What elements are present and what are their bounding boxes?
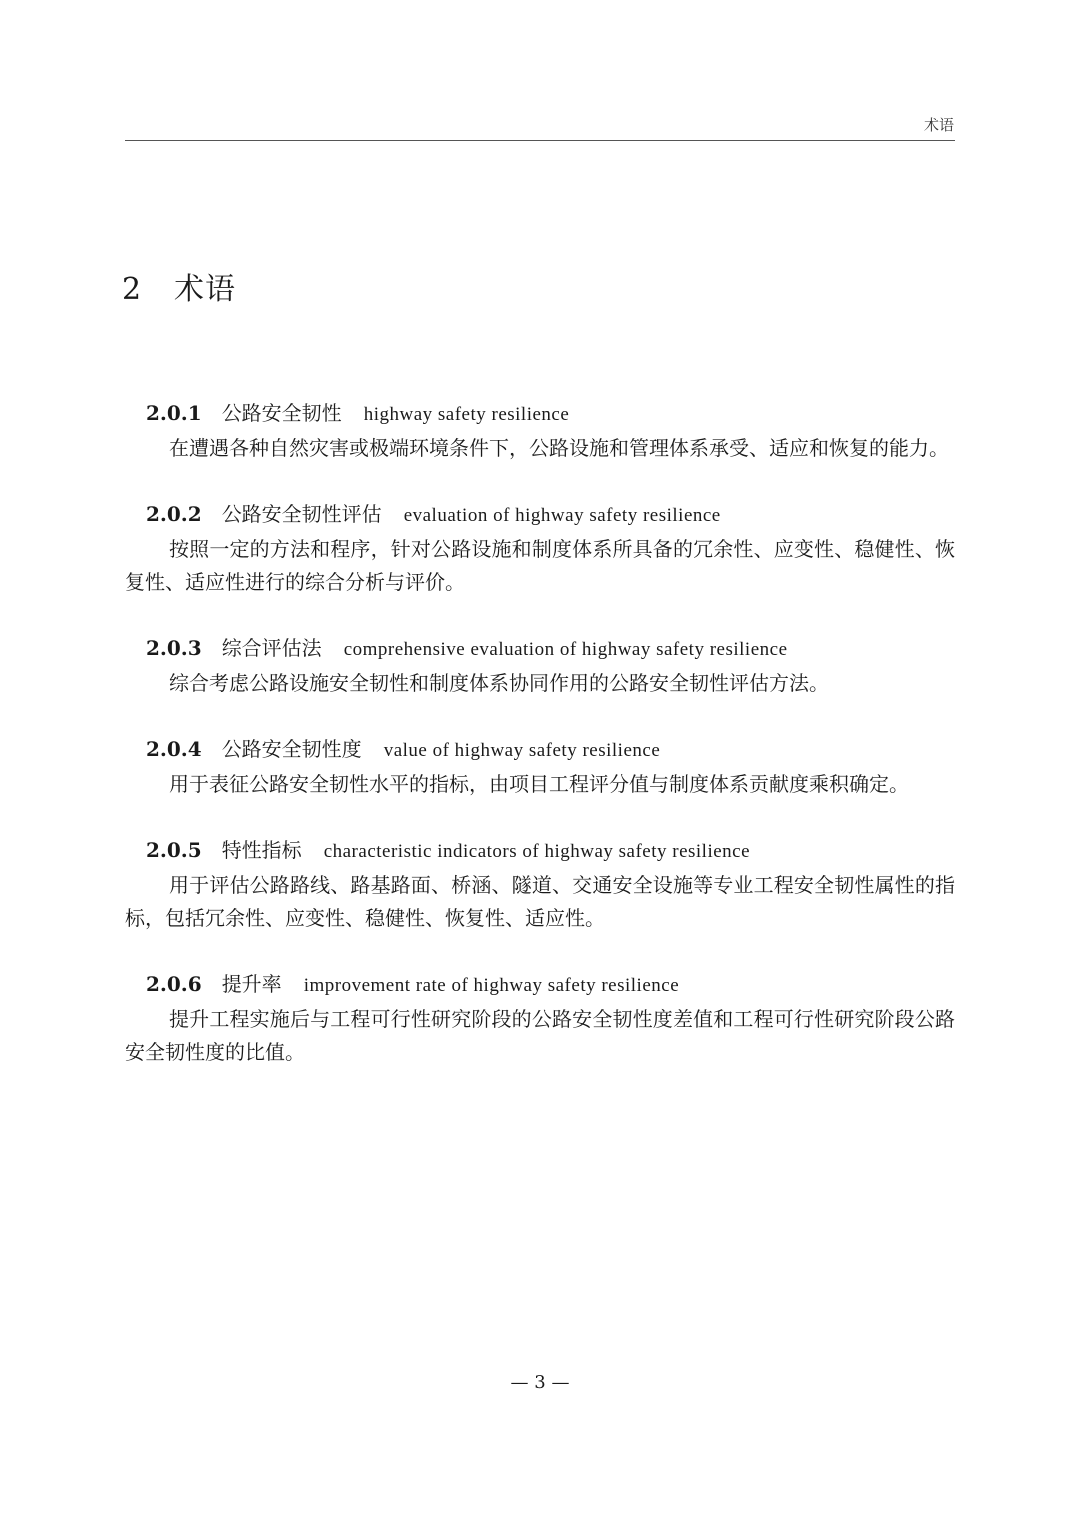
term-entry — [125, 969, 955, 1069]
term-heading — [125, 633, 955, 665]
term-definition: 用于表征公路安全韧性水平的指标，由项目工程评分值与制度体系贡献度乘积确定。 — [169, 772, 909, 796]
term-english: highway safety resilience — [363, 404, 570, 425]
running-head: 术语 — [923, 116, 954, 134]
term-definition: 在遭遇各种自然灾害或极端环境条件下，公路设施和管理体系承受、适应和恢复的能力。 — [169, 436, 949, 460]
term-heading — [125, 499, 955, 531]
header-rule — [125, 140, 955, 141]
term-chinese: 特性指标 — [221, 838, 302, 862]
term-definition: 用于评估公路路线、路基路面、桥涵、隧道、交通安全设施等专业工程安全韧性属性的指标，包括冗余性、应变性、稳健性、恢复性、适应性。 — [125, 873, 955, 930]
term-english: characteristic indicators of highway safety resilience — [323, 841, 751, 862]
chapter-number: 2 — [122, 272, 143, 307]
term-entry — [125, 633, 955, 700]
term-number: 2.0.6 — [146, 972, 202, 996]
term-definition: 提升工程实施后与工程可行性研究阶段的公路安全韧性度差值和工程可行性研究阶段公路安全韧性度的比值。 — [125, 1007, 955, 1064]
term-entry — [125, 499, 955, 599]
term-english: comprehensive evaluation of highway safety resilience — [343, 639, 788, 660]
term-chinese: 公路安全韧性度 — [221, 737, 362, 761]
term-entry — [125, 398, 955, 465]
term-chinese: 公路安全韧性 — [221, 401, 342, 425]
term-list — [125, 398, 955, 1103]
term-number: 2.0.5 — [146, 838, 202, 862]
term-entry — [125, 835, 955, 935]
term-heading — [125, 734, 955, 766]
term-heading — [125, 835, 955, 867]
term-heading — [125, 398, 955, 430]
term-number: 2.0.2 — [146, 502, 202, 526]
term-english: value of highway safety resilience — [383, 740, 661, 761]
term-chinese: 提升率 — [221, 972, 282, 996]
chapter-title-text: 术语 — [174, 272, 236, 307]
chapter-title — [122, 264, 236, 308]
term-definition: 按照一定的方法和程序，针对公路设施和制度体系所具备的冗余性、应变性、稳健性、恢复性、适应性进行的综合分析与评价。 — [125, 537, 955, 594]
term-english: improvement rate of highway safety resilience — [303, 975, 680, 996]
term-chinese: 公路安全韧性评估 — [221, 502, 382, 526]
term-english: evaluation of highway safety resilience — [403, 505, 721, 526]
term-heading — [125, 969, 955, 1001]
term-definition: 综合考虑公路设施安全韧性和制度体系协同作用的公路安全韧性评估方法。 — [169, 671, 829, 695]
term-chinese: 综合评估法 — [221, 636, 322, 660]
term-number: 2.0.4 — [146, 737, 202, 761]
page-number: — 3 — — [510, 1372, 570, 1393]
term-number: 2.0.3 — [146, 636, 202, 660]
term-entry — [125, 734, 955, 801]
term-number: 2.0.1 — [146, 401, 202, 425]
